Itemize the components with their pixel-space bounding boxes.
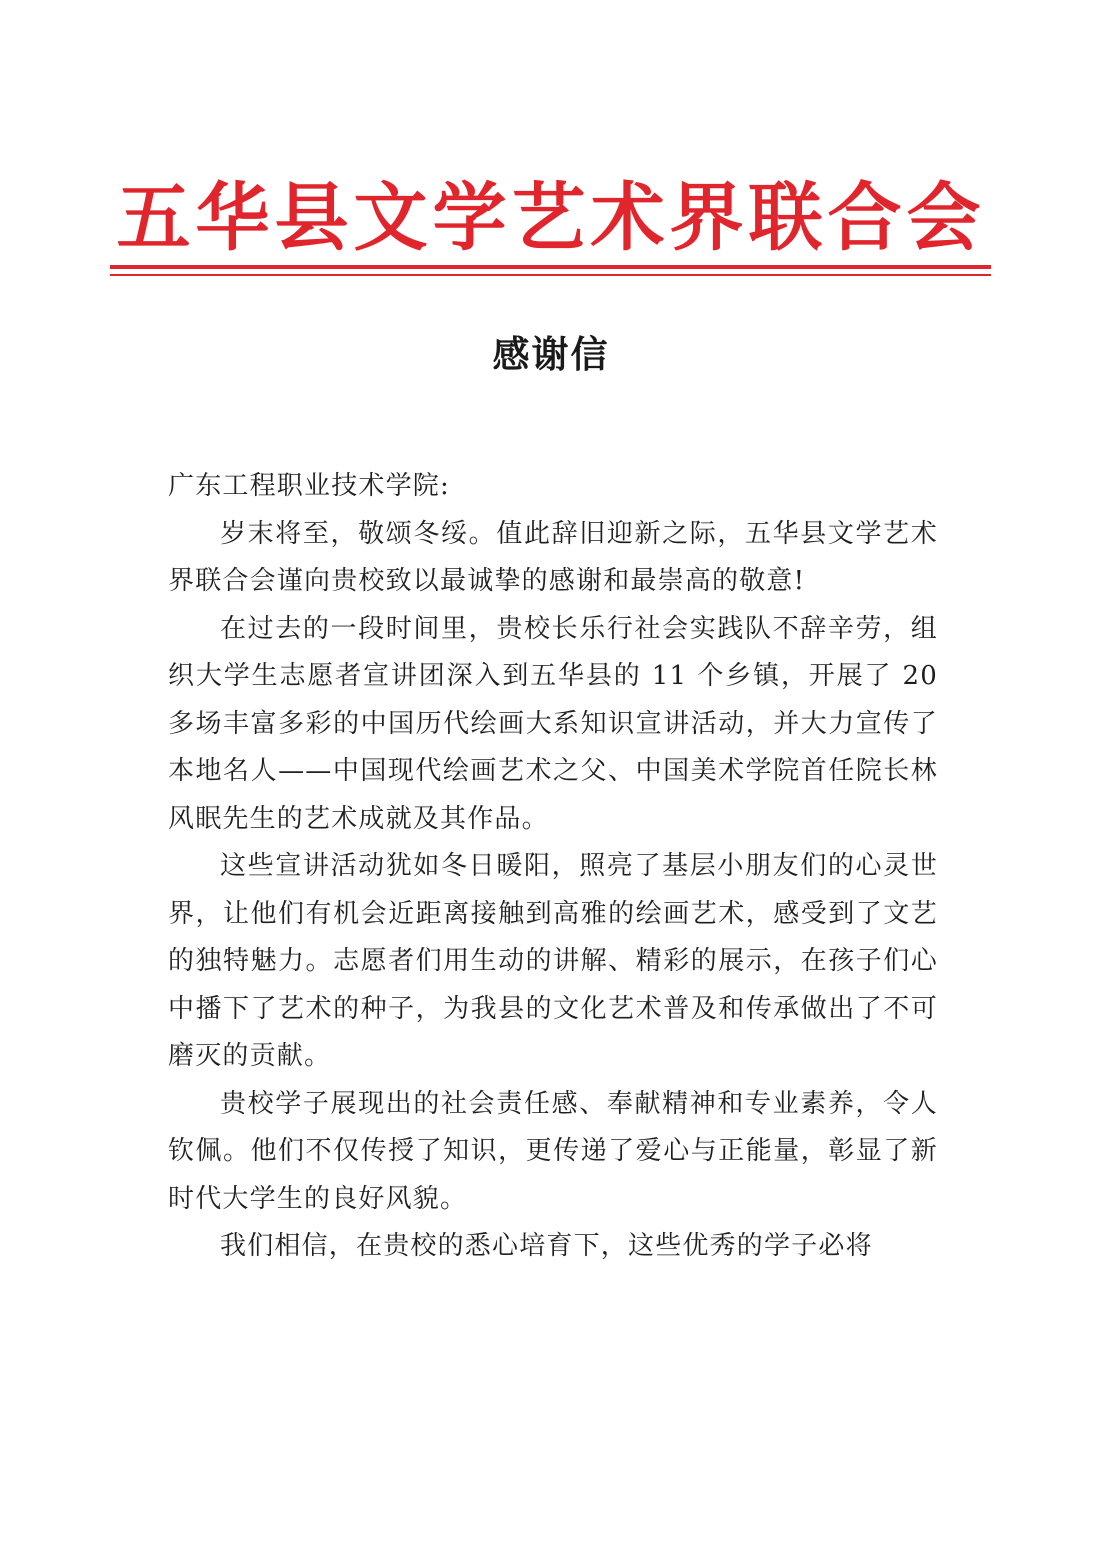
letterhead-rule-thick [110,265,991,269]
document-title: 感谢信 [492,333,610,376]
letterhead-rule-thin [110,274,991,276]
paragraph-closing: 我们相信，在贵校的悉心培育下，这些优秀的学子必将 [220,1231,873,1261]
letterhead-title: 五华县文学艺术界联合会 [116,175,986,261]
paragraph-praise: 贵校学子展现出的社会责任感、奉献精神和专业素养，令人钦佩。他们不仅传授了知识，更传递了爱心与正能量，彰显了新时代大学生的良好风貌。 [168,1088,938,1214]
paragraph-greeting: 岁末将至，敬颂冬绥。值此辞旧迎新之际，五华县文学艺术界联合会谨向贵校致以最诚挚的感谢和最崇高的敬意! [168,518,938,596]
salutation: 广东工程职业技术学院: [168,471,450,501]
letter-body [168,463,938,1271]
paragraph-impact: 这些宣讲活动犹如冬日暖阳，照亮了基层小朋友们的心灵世界，让他们有机会近距离接触到高雅的绘画艺术，感受到了文艺的独特魅力。志愿者们用生动的讲解、精彩的展示，在孩子们心中播下了艺术的种子，为我县的文化艺术普及和传承做出了不可磨灭的贡献。 [168,851,938,1071]
paragraph-activities: 在过去的一段时间里，贵校长乐行社会实践队不辞辛劳，组织大学生志愿者宣讲团深入到五华县的 11 个乡镇，开展了 20 多场丰富多彩的中国历代绘画大系知识宣讲活动，并大力宣传了本地名人——中国现代绘画艺术之父、中国美术学院首任院长林风眠先生的艺术成就及其作品。 [168,613,938,834]
